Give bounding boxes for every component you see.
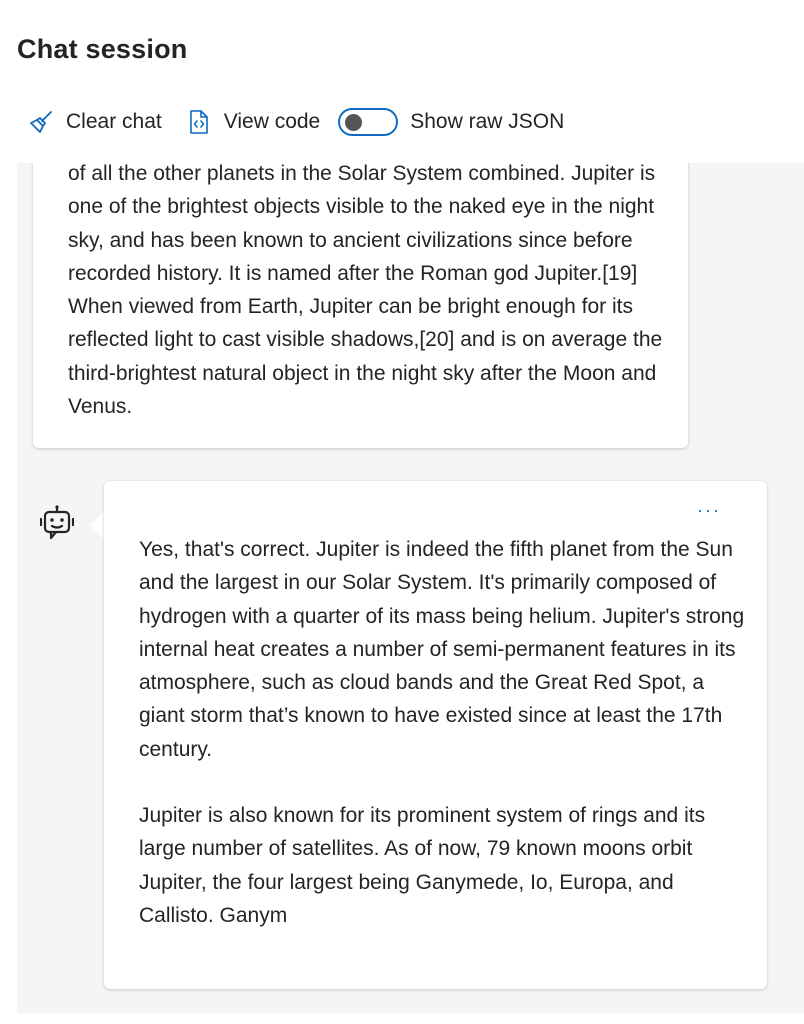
show-raw-json-toggle[interactable] [338,108,398,136]
bot-bubble-tail [90,511,104,539]
assistant-message-card [104,481,767,989]
chat-messages-panel[interactable] [17,163,804,1013]
show-raw-json-label: Show raw JSON [410,110,565,133]
view-code-button[interactable] [188,109,321,135]
code-file-icon [188,109,210,135]
bot-icon [40,504,74,547]
assistant-paragraph: Yes, that's correct. Jupiter is indeed the fifth planet from the Sun and the largest in our Solar System. It's primarily composed of hydrogen with a quarter of its mass being helium. Jupiter's strong internal heat creates a number of semi-permanent features in its atmosphere, such as cloud bands and the Great Red Spot, a giant storm that’s known to have existed since at least the 17th century. [139,538,745,761]
page-title: Chat session [17,34,188,64]
more-options-button[interactable]: ··· [697,500,721,520]
broom-icon [28,109,54,135]
assistant-paragraph: Jupiter is also known for its prominent system of rings and its large number of satellites. As of now, 79 known moons orbit Jupiter, the four largest being Ganymede, Io, Europa, and Callisto. Ganym [139,804,706,927]
user-message-card [33,163,688,448]
chat-toolbar [28,102,564,142]
clear-chat-button[interactable] [28,109,162,135]
view-code-label: View code [223,110,321,133]
clear-chat-label: Clear chat [66,110,162,133]
user-message-text: of all the other planets in the Solar System combined. Jupiter is one of the brightest objects visible to the naked eye in the night sky, and has been known to ancient civilizations since before recorded history. It is named after the Roman god Jupiter.[19] When viewed from Earth, Jupiter can be bright enough for its reflected light to cast visible shadows,[20] and is on average the third-brightest natural object in the night sky after the Moon and Venus. [68,163,663,419]
toggle-knob [345,114,362,131]
